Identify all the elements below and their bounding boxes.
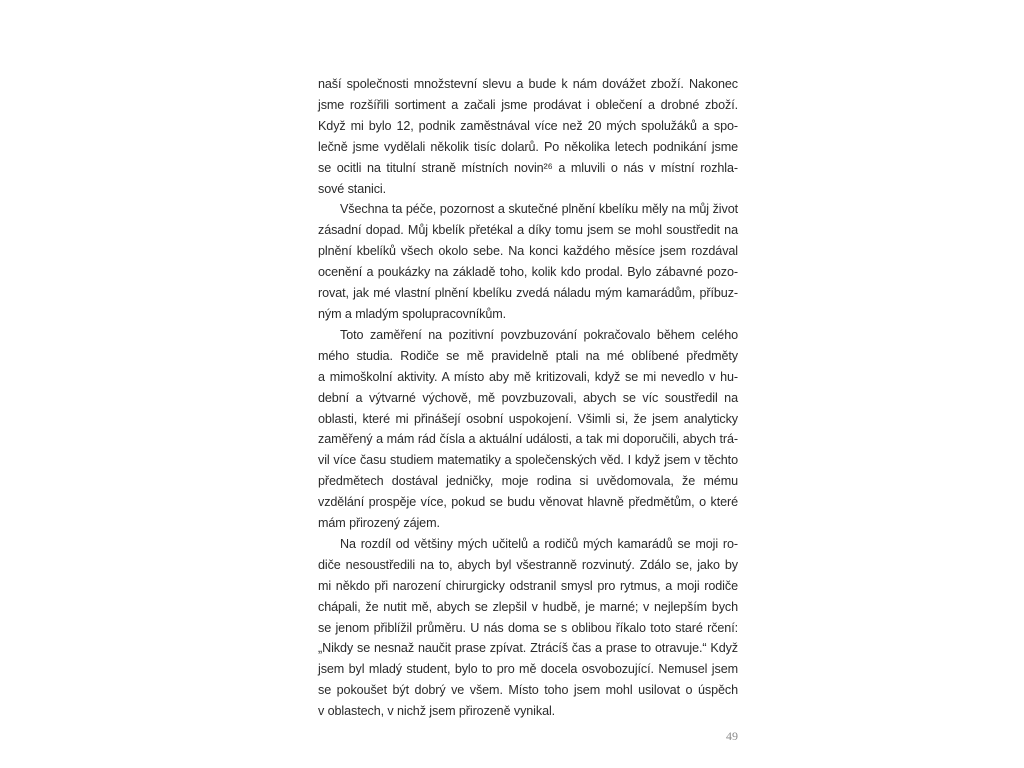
body-text	[318, 74, 738, 722]
text-line: diče nesoustředili na to, abych byl všestranně rozvinutý. Zdálo se, jako by	[318, 557, 738, 572]
paragraph	[318, 199, 738, 324]
page-number: 49	[726, 729, 738, 743]
text-line: plnění kbelíků všech okolo sebe. Na konci každého měsíce jsem rozdával	[318, 244, 738, 259]
text-line: vzdělání prospěje více, pokud se budu věnovat hlavně předmětům, o které	[318, 495, 738, 510]
text-line: jsem byl mladý student, bylo to pro mě docela osvobozující. Nemusel jsem	[318, 662, 738, 677]
text-line: Všechna ta péče, pozornost a skutečné plnění kbelíku měly na můj život	[340, 202, 738, 217]
text-line: se jenom přiblížil průměru. U nás doma se s oblibou říkalo toto staré rčení:	[318, 620, 738, 635]
text-line: lečně jsme vydělali několik tisíc dolarů. Po několika letech podnikání jsme	[318, 139, 738, 154]
text-line: se ocitli na titulní straně místních novin²⁶ a mluvili o nás v místní rozhla-	[318, 160, 738, 175]
paragraph	[318, 74, 738, 199]
text-line: jsme rozšířili sortiment a začali jsme prodávat i oblečení a drobné zboží.	[318, 97, 738, 112]
text-line: sové stanici.	[318, 181, 386, 196]
text-line: Na rozdíl od většiny mých učitelů a rodičů mých kamarádů se moji ro-	[340, 536, 738, 551]
text-line: ným a mladým spolupracovníkům.	[318, 306, 507, 321]
text-line: ocenění a poukázky na základě toho, kolik kdo prodal. Bylo zábavné pozo-	[318, 265, 738, 280]
text-line: předmětech dostával jedničky, moje rodina si uvědomovala, že mému	[318, 474, 738, 489]
text-line: vil více času studiem matematiky a společenských věd. I když jsem v těchto	[318, 453, 738, 468]
text-line: zaměřený a mám rád čísla a aktuální události, a tak mi doporučili, abych trá-	[318, 432, 738, 447]
text-line: v oblastech, v nichž jsem přirozeně vynikal.	[318, 704, 556, 719]
text-line: mého studia. Rodiče se mě pravidelně ptali na mé oblíbené předměty	[318, 348, 738, 363]
text-line: oblasti, které mi přinášejí osobní uspokojení. Všimli si, že jsem analyticky	[318, 411, 738, 426]
paragraph	[318, 534, 738, 722]
text-line: Toto zaměření na pozitivní povzbuzování pokračovalo během celého	[340, 327, 738, 342]
text-line: „Nikdy se nesnaž naučit prase zpívat. Ztrácíš čas a prase to otravuje.“ Když	[318, 641, 738, 656]
paragraph	[318, 325, 738, 534]
text-line: se pokoušet být dobrý ve všem. Místo toho jsem mohl usilovat o úspěch	[318, 683, 738, 698]
text-line: chápali, že nutit mě, abych se zlepšil v hudbě, je marné; v nejlepším bych	[318, 599, 738, 614]
text-line: mi někdo při narození chirurgicky odstranil smysl pro rytmus, a moji rodiče	[318, 578, 738, 593]
text-line: dební a výtvarné výchově, mě povzbuzovali, abych se víc soustředil na	[318, 390, 738, 405]
text-line: a mimoškolní aktivity. A místo aby mě kritizovali, když se mi nevedlo v hu-	[318, 369, 738, 384]
text-line: Když mi bylo 12, podnik zaměstnával více než 20 mých spolužáků a spo-	[318, 118, 738, 133]
text-line: rovat, jak mé vlastní plnění kbelíku zvedá náladu mým kamarádům, příbuz-	[318, 286, 738, 301]
text-line: naší společnosti množstevní slevu a bude k nám dovážet zboží. Nakonec	[318, 77, 738, 91]
text-line: zásadní dopad. Můj kbelík přetékal a díky tomu jsem se mohl soustředit na	[318, 223, 738, 238]
text-line: mám přirozený zájem.	[318, 516, 440, 531]
